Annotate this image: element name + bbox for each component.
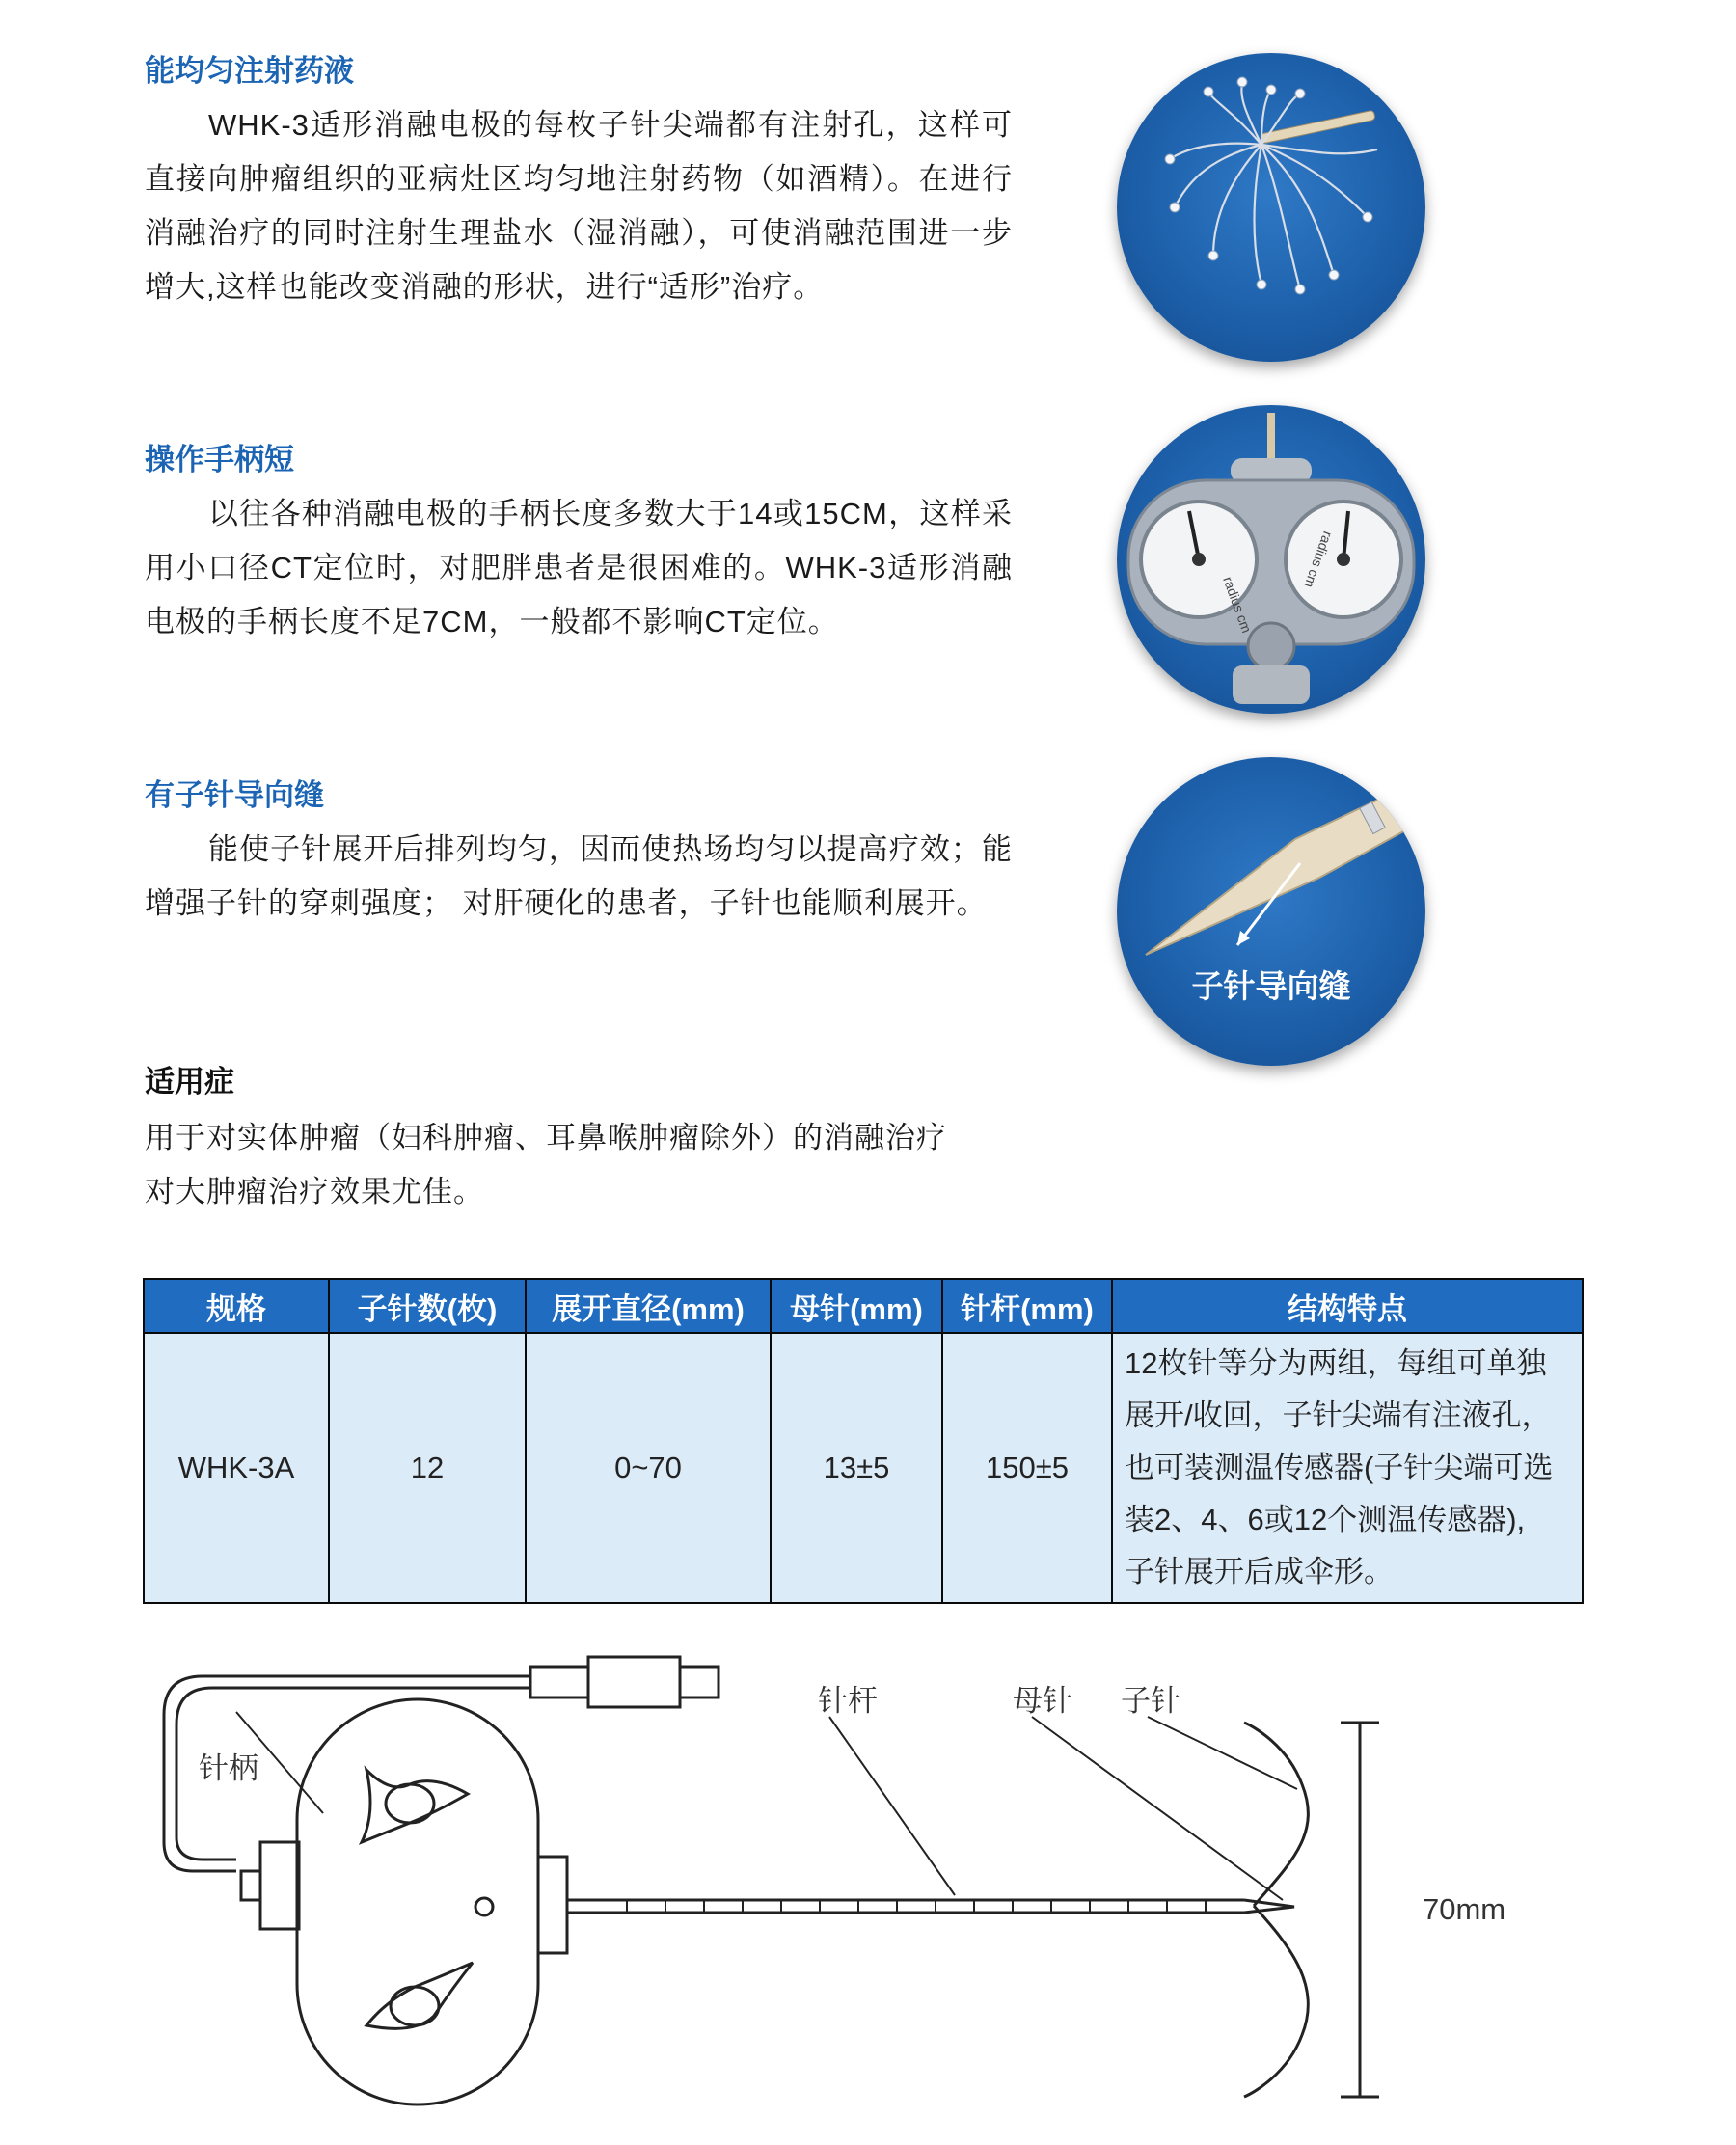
cell-diameter: 0~70 [526,1333,771,1603]
feature-line: 展开/收回，子针尖端有注液孔， [1125,1398,1552,1432]
header-diameter: 展开直径(mm) [526,1279,771,1333]
body-line: 用于对实体肿瘤（妇科肿瘤、耳鼻喉肿瘤除外）的消融治疗 [145,1121,947,1154]
cell-model: WHK-3A [144,1333,329,1603]
section-title: 操作手柄短 [145,443,294,476]
feature-line: 子针展开后成伞形。 [1125,1555,1394,1588]
cell-features [1112,1333,1583,1603]
table-header-row [144,1279,1583,1333]
handle-gauge-image [1117,405,1425,714]
electrode-diagram [145,1640,1591,2136]
feature-line: 装2、4、6或12个测温传感器), [1125,1503,1526,1536]
header-features: 结构特点 [1112,1279,1583,1333]
header-model: 规格 [144,1279,329,1333]
section-injection [145,50,1013,314]
gauge-text: radius cm [1301,529,1337,590]
feature-line: 也可装测温传感器(子针尖端可选 [1125,1451,1554,1484]
label-shaft: 针杆 [818,1684,878,1718]
section-indications [145,1061,1013,1219]
cell-mother: 13±5 [771,1333,942,1603]
section-body: WHK-3适形消融电极的每枚子针尖端都有注射孔，这样可直接向肿瘤组织的亚病灶区均匀地注射药物（如酒精）。在进行消融治疗的同时注射生理盐水（湿消融），可使消融范围进一步增大,这样也能改变消融的形状，进行“适形”治疗。 [145,108,1013,304]
handle-illustration [1117,405,1425,714]
header-needles: 子针数(枚) [329,1279,526,1333]
section-body [145,1111,1013,1219]
feature-line: 12枚针等分为两组，每组可单独 [1125,1346,1547,1380]
gauge-text: radius cm [1220,574,1255,636]
section-title: 有子针导向缝 [145,778,324,812]
label-handle: 针柄 [199,1751,258,1785]
label-mother: 母针 [1013,1684,1072,1718]
section-body: 能使子针展开后排列均匀，因而使热场均匀以提高疗效；能增强子针的穿刺强度； 对肝硬化的患者，子针也能顺利展开。 [145,832,1013,920]
header-mother: 母针(mm) [771,1279,942,1333]
section-handle [145,439,1013,649]
section-body: 以往各种消融电极的手柄长度多数大于14或15CM，这样采用小口径CT定位时，对肥胖患者是很困难的。WHK-3适形消融电极的手柄长度不足7CM，一般都不影响CT定位。 [145,497,1013,638]
body-line: 对大肿瘤治疗效果尤佳。 [145,1175,484,1208]
guide-slot-image [1117,757,1425,1066]
needle-spread-illustration [1117,53,1425,362]
header-shaft: 针杆(mm) [942,1279,1112,1333]
table-row [144,1333,1583,1603]
cell-shaft: 150±5 [942,1333,1112,1603]
label-child: 子针 [1121,1684,1180,1718]
needle-spread-image [1117,53,1425,362]
section-title: 适用症 [145,1065,234,1099]
guide-slot-label: 子针导向缝 [1191,968,1351,1004]
section-title: 能均匀注射药液 [145,54,354,88]
needle-tip-illustration [1117,757,1425,1066]
cell-needles: 12 [329,1333,526,1603]
section-guide-slot [145,774,1013,931]
label-dimension: 70mm [1423,1892,1506,1926]
spec-table [143,1278,1584,1604]
